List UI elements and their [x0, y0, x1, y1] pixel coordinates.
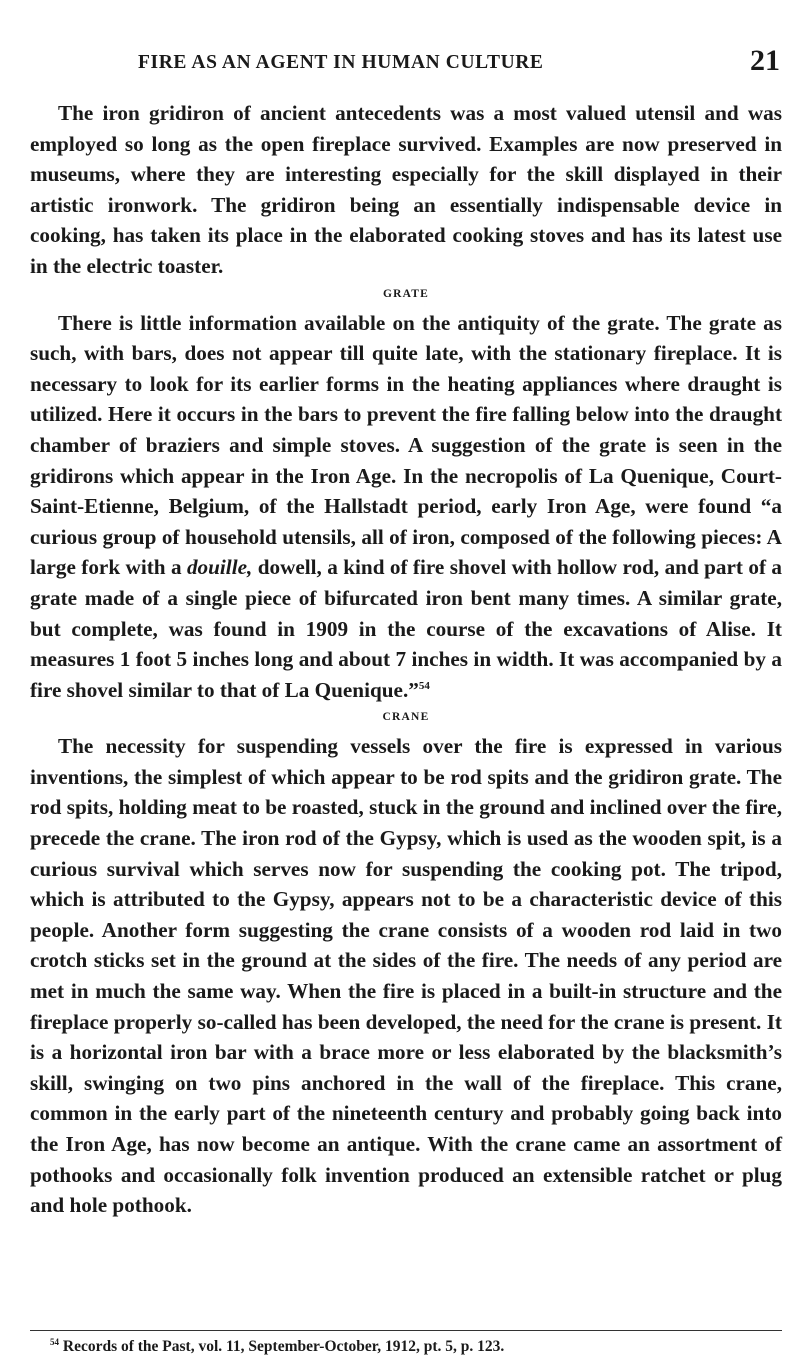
paragraph-gridiron: The iron gridiron of ancient antecedents was a most valued utensil and was employed so long as the open fireplace survived. Examples are now preserved in museums, where they are interesting especially for the skill displayed in their artistic ironwork. The gridiron being an essentially indispensable device in cooking, has taken its place in the elaborated cooking stoves and has its latest use in the electric toaster. — [30, 101, 782, 278]
body-text — [30, 98, 782, 1221]
footnote — [50, 1336, 780, 1358]
section-heading-crane: CRANE — [382, 711, 430, 724]
paragraph-grate-text-1: There is little information available on the antiquity of the grate. The grate as such, with bars, does not appear till quite late, with the stationary fireplace. It is necessary to look for its earlier forms in the heating appliances where draught is utilized. Here it occurs in the bars to prevent the fire falling below into the draught chamber of braziers and simple stoves. A suggestion of the grate is seen in the gridirons which appear in the Iron Age. In the necropolis of La Quenique, Court-Saint-Etienne, Belgium, of the Hallstadt period, early Iron Age, were found “a curious group of household utensils, all of iron, composed of the following pieces: A large fork with a — [30, 310, 782, 580]
footnote-reference: 54 — [418, 679, 430, 692]
italic-term-douille: douille, — [186, 555, 253, 580]
footnote-marker: 54 — [50, 1336, 59, 1347]
running-title: FIRE AS AN AGENT IN HUMAN CULTURE — [138, 52, 544, 73]
paragraph-grate-text-2: dowell, a kind of fire shovel with hollow rod, and part of a grate made of a single piece of bifurcated iron bent many times. A similar grate, but complete, was found in 1909 in the course of the excavations of Alise. It measures 1 foot 5 inches long and about 7 inches in width. It was accompanied by a fire shovel similar to that of La Quenique.” — [30, 555, 783, 702]
section-heading-grate: GRATE — [382, 287, 430, 300]
paragraph-crane: The necessity for suspending vessels over the fire is expressed in various inventions, the simplest of which appear to be rod spits and the gridiron grate. The rod spits, holding meat to be roasted, stuck in the ground and inclined over the fire, precede the crane. The iron rod of the Gypsy, which is used as the wooden spit, is a curious survival which serves now for suspending the cooking pot. The tripod, which is attributed to the Gypsy, appears not to be a characteristic device of this people. Another form suggesting the crane consists of a wooden rod laid in two crotch sticks set in the ground at the sides of the fire. The needs of any period are met in much the same way. When the fire is placed in a built-in structure and the fireplace properly so-called has been developed, the need for the crane is present. It is a horizontal iron bar with a brace more or less elaborated by the blacksmith’s skill, swinging on two pins anchored in the wall of the fireplace. This crane, common in the early part of the nineteenth century and probably going back into the Iron Age, has now become an antique. With the crane came an assortment of pothooks and occasionally folk invention produced an extensible ratchet or plug and hole pothook. — [30, 734, 782, 1218]
page-number: 21 — [750, 44, 780, 77]
running-head — [118, 44, 780, 84]
paragraph-grate — [30, 308, 782, 706]
footnote-divider — [30, 1330, 782, 1331]
footnote-text: Records of the Past, vol. 11, September-October, 1912, pt. 5, p. 123. — [62, 1338, 505, 1355]
